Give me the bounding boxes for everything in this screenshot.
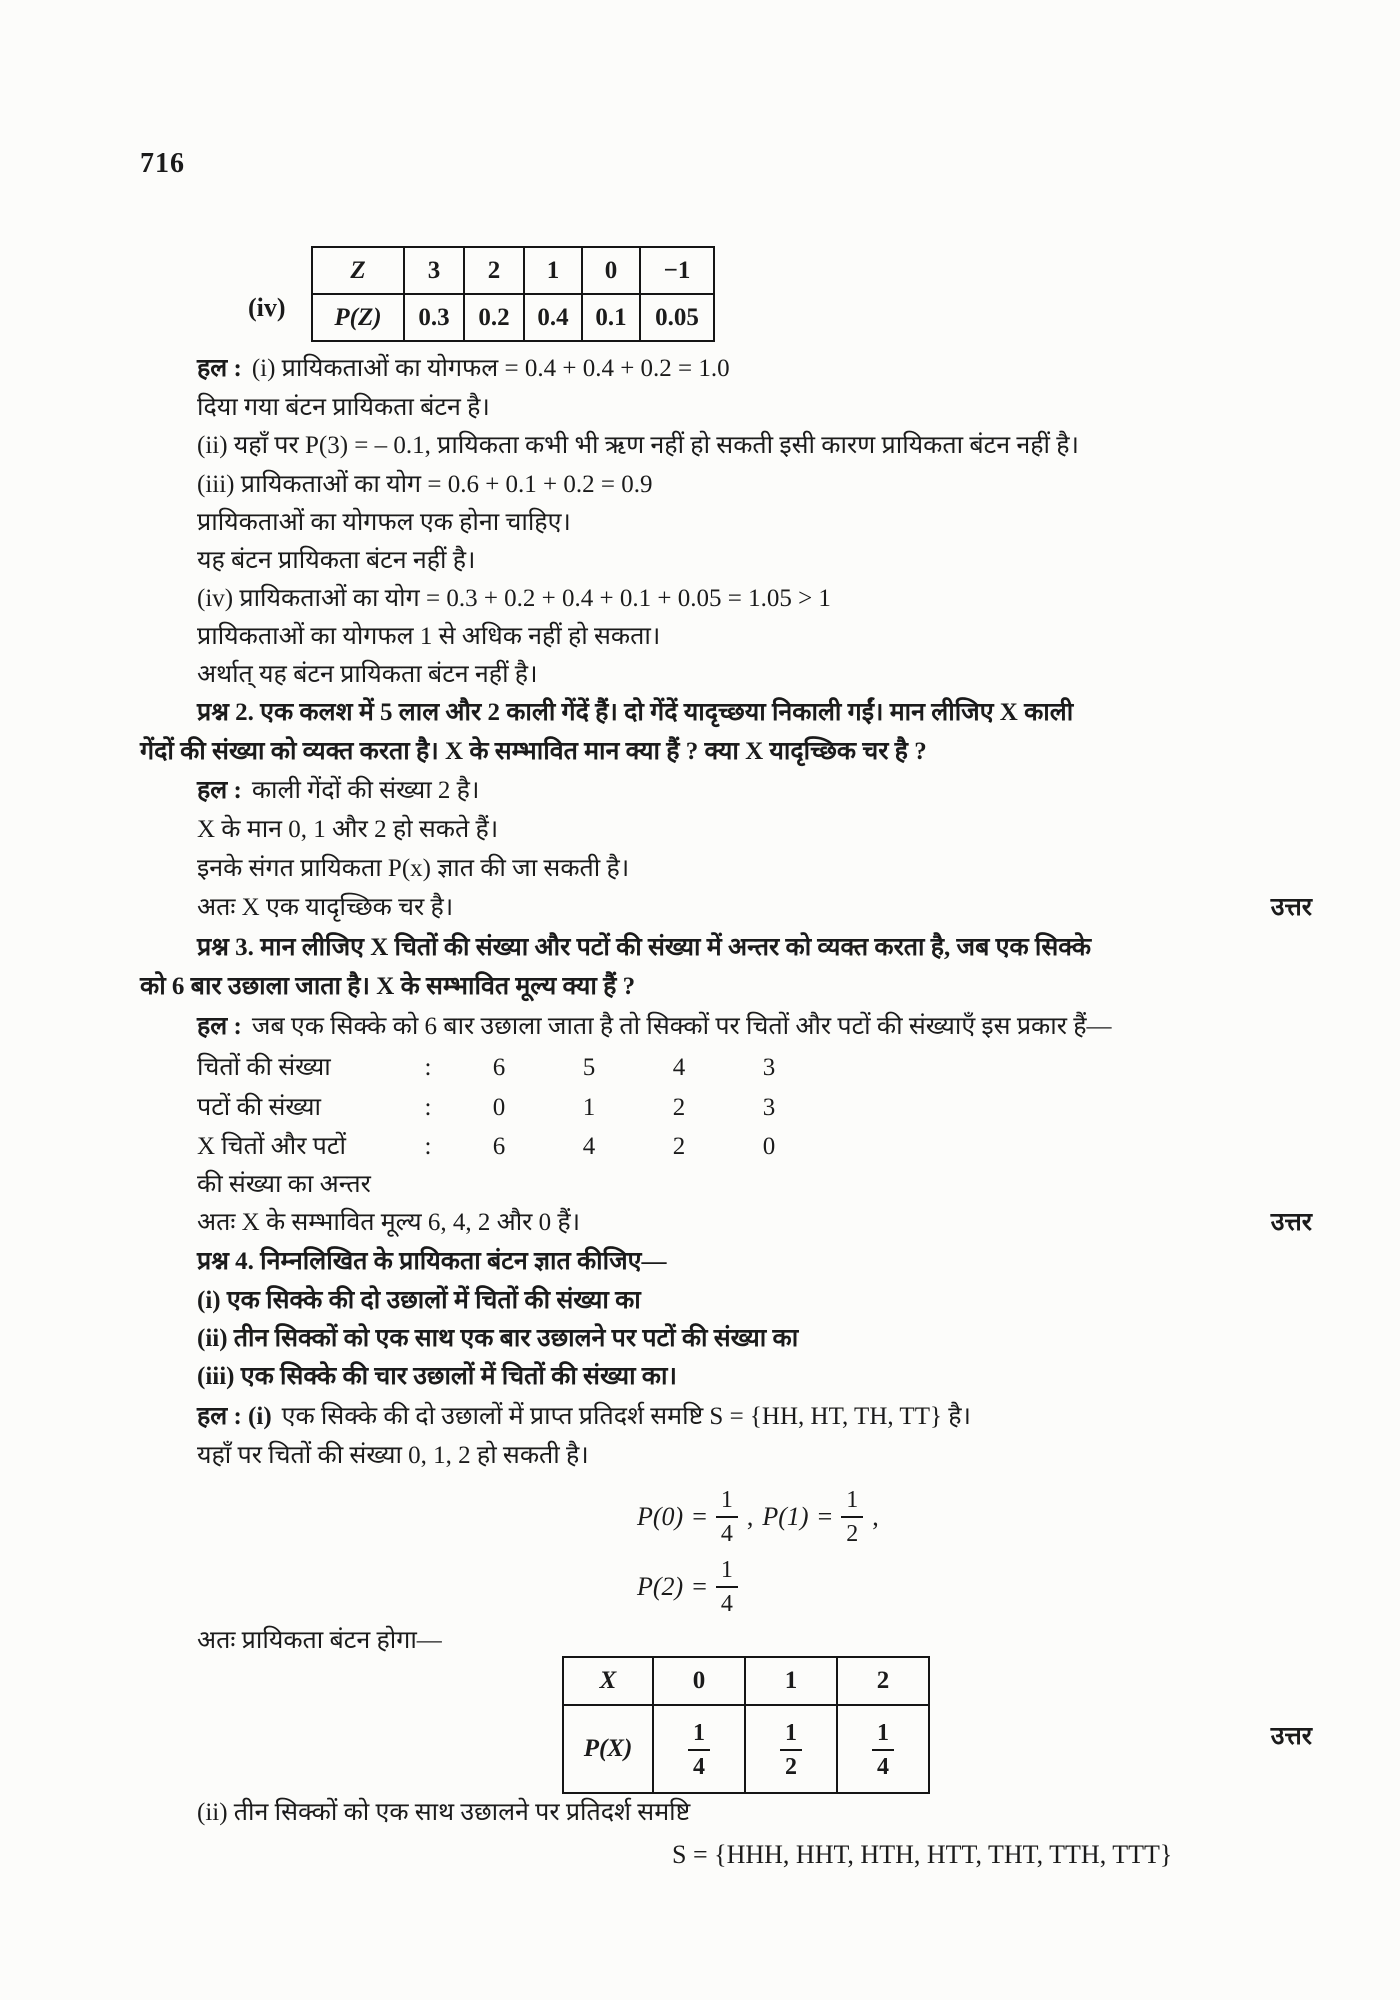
row-value: 1 — [582, 1094, 596, 1121]
row-value: 3 — [762, 1054, 776, 1081]
question-4-line: प्रश्न 4. निम्नलिखित के प्रायिकता बंटन ज्ञात कीजिए— — [197, 1248, 667, 1275]
row-value: 6 — [492, 1133, 506, 1160]
table-cell: 0 — [653, 1657, 745, 1705]
equals-sign: = — [692, 1502, 707, 1531]
table-cell: −1 — [640, 247, 714, 294]
solution-line: (iv) प्रायिकताओं का योग = 0.3 + 0.2 + 0.4 + 0.1 + 0.05 = 1.05 > 1 — [197, 585, 831, 612]
comma: , — [872, 1502, 879, 1531]
count-row-heads — [197, 1051, 814, 1084]
table-cell: 2 — [464, 247, 524, 294]
table-cell: 0 — [582, 247, 640, 294]
solution-line — [197, 352, 730, 385]
question-4-item: (i) एक सिक्के की दो उछालों में चितों की संख्या का — [197, 1287, 641, 1314]
table-cell: 1 — [524, 247, 582, 294]
answer-label: उत्तर — [1270, 1723, 1312, 1750]
solution-line: अर्थात् यह बंटन प्रायिकता बंटन नहीं है। — [197, 661, 538, 688]
equals-sign: = — [692, 1572, 707, 1601]
question-4-item: (ii) तीन सिक्कों को एक साथ एक बार उछालने पर पटों की संख्या का — [197, 1325, 799, 1352]
solution-line: (iii) प्रायिकताओं का योग = 0.6 + 0.1 + 0.2 = 0.9 — [197, 471, 653, 498]
fraction-numerator: 1 — [688, 1721, 710, 1751]
solution-line: अतः प्रायिकता बंटन होगा— — [197, 1627, 442, 1654]
solution-line — [197, 1010, 1111, 1043]
fraction-numerator: 1 — [841, 1488, 863, 1518]
z-distribution-table — [311, 246, 715, 342]
row-label-continuation: की संख्या का अन्तर — [197, 1171, 371, 1198]
probability-equation-2 — [637, 1558, 738, 1616]
answer-label: उत्तर — [1270, 1209, 1312, 1236]
fraction — [716, 1558, 738, 1616]
solution-line: X के मान 0, 1 और 2 हो सकते हैं। — [197, 816, 499, 843]
solution-text: काली गेंदों की संख्या 2 है। — [251, 777, 480, 804]
sample-space-line: S = {HHH, HHT, HTH, HTT, THT, TTH, TTT} — [672, 1840, 1173, 1869]
equation-term: P(0) — [637, 1502, 684, 1531]
table-cell: P(X) — [563, 1705, 653, 1793]
equation-term: P(2) — [637, 1572, 684, 1601]
solution-text: अतः X के सम्भावित मूल्य 6, 4, 2 और 0 हैं। — [197, 1209, 581, 1236]
question-2-line: गेंदों की संख्या को व्यक्त करता है। X के सम्भावित मान क्या हैं ? क्या X यादृच्छिक चर है ? — [140, 738, 927, 765]
solution-prefix: हल : (i) — [197, 1403, 272, 1430]
question-4-item: (iii) एक सिक्के की चार उछालों में चितों की संख्या का। — [197, 1363, 677, 1390]
solution-prefix: हल : — [197, 777, 242, 804]
fraction-denominator: 4 — [720, 1521, 733, 1547]
row-value: 3 — [762, 1094, 776, 1121]
question-3-line: को 6 बार उछाला जाता है। X के सम्भावित मूल्य क्या हैं ? — [140, 973, 636, 1000]
solution-line: (ii) यहाँ पर P(3) = – 0.1, प्रायिकता कभी भी ऋण नहीं हो सकती इसी कारण प्रायिकता बंटन नहीं है। — [197, 432, 1079, 459]
solution-line — [197, 774, 479, 807]
solution-line: प्रायिकताओं का योगफल 1 से अधिक नहीं हो सकता। — [197, 623, 661, 650]
probability-equation-1 — [637, 1488, 879, 1546]
solution-text: एक सिक्के की दो उछालों में प्राप्त प्रतिदर्श समष्टि S = {HH, HT, TH, TT} है। — [281, 1403, 971, 1430]
question-2-line: प्रश्न 2. एक कलश में 5 लाल और 2 काली गेंदें हैं। दो गेंदें यादृच्छया निकाली गईं। मान लीजिए X काली — [197, 699, 1074, 726]
row-value: 4 — [582, 1133, 596, 1160]
row-colon: : — [424, 1054, 432, 1081]
row-label: पटों की संख्या — [197, 1094, 321, 1121]
question-3-line: प्रश्न 3. मान लीजिए X चितों की संख्या और पटों की संख्या में अन्तर को व्यक्त करता है, जब एक सिक्के — [197, 934, 1092, 961]
fraction-denominator: 2 — [846, 1521, 859, 1547]
solution-text: (i) प्रायिकताओं का योगफल = 0.4 + 0.4 + 0.2 = 1.0 — [251, 355, 730, 382]
solution-prefix: हल : — [197, 355, 242, 382]
row-value: 0 — [762, 1133, 776, 1160]
answer-label: उत्तर — [1270, 894, 1312, 921]
comma: , — [746, 1502, 754, 1531]
equals-sign: = — [817, 1502, 833, 1531]
solution-line: दिया गया बंटन प्रायिकता बंटन है। — [197, 394, 490, 421]
fraction-denominator: 4 — [720, 1591, 733, 1617]
row-value: 0 — [492, 1094, 506, 1121]
table-cell: Z — [312, 247, 404, 294]
fraction — [841, 1488, 863, 1546]
table-cell: 0.3 — [404, 294, 464, 341]
solution-line — [197, 1400, 971, 1433]
row-label: चितों की संख्या — [197, 1054, 331, 1081]
fraction-denominator: 4 — [877, 1754, 889, 1780]
solution-prefix: हल : — [197, 1013, 242, 1040]
solution-line — [197, 1206, 1312, 1239]
row-colon: : — [424, 1133, 432, 1160]
table-cell: X — [563, 1657, 653, 1705]
solution-text: जब एक सिक्के को 6 बार उछाला जाता है तो सिक्कों पर चितों और पटों की संख्याएँ इस प्रकार हैं— — [251, 1013, 1112, 1040]
table-cell: 2 — [837, 1657, 929, 1705]
row-value: 2 — [672, 1133, 686, 1160]
fraction-numerator: 1 — [780, 1721, 802, 1751]
row-value: 2 — [672, 1094, 686, 1121]
solution-line: इनके संगत प्रायिकता P(x) ज्ञात की जा सकती है। — [197, 855, 630, 882]
equation-term: P(1) — [762, 1502, 809, 1531]
row-value: 6 — [492, 1054, 506, 1081]
fraction-numerator: 1 — [716, 1488, 738, 1518]
table-row — [312, 294, 714, 341]
fraction — [716, 1488, 738, 1546]
solution-line — [197, 891, 1312, 924]
solution-line: यह बंटन प्रायिकता बंटन नहीं है। — [197, 547, 476, 574]
table-cell: 0.1 — [582, 294, 640, 341]
table-cell: 1 — [745, 1657, 837, 1705]
table-cell: 0.4 — [524, 294, 582, 341]
table-cell: 0.2 — [464, 294, 524, 341]
count-row-tails — [197, 1091, 814, 1124]
count-row-difference — [197, 1130, 814, 1163]
fraction-numerator: 1 — [716, 1558, 738, 1588]
table-row — [312, 247, 714, 294]
row-value: 4 — [672, 1054, 686, 1081]
solution-line: प्रायिकताओं का योगफल एक होना चाहिए। — [197, 509, 571, 536]
fraction-numerator: 1 — [872, 1721, 894, 1751]
table-cell: 3 — [404, 247, 464, 294]
solution-text: अतः X एक यादृच्छिक चर है। — [197, 894, 454, 921]
page-number: 716 — [140, 148, 185, 179]
row-colon: : — [424, 1094, 432, 1121]
table-cell: P(Z) — [312, 294, 404, 341]
part-iv-label: (iv) — [248, 293, 286, 322]
row-label: X चितों और पटों — [197, 1133, 346, 1160]
table-cell: 0.05 — [640, 294, 714, 341]
solution-line: यहाँ पर चितों की संख्या 0, 1, 2 हो सकती है। — [197, 1442, 589, 1469]
solution-line: (ii) तीन सिक्कों को एक साथ उछालने पर प्रतिदर्श समष्टि — [197, 1799, 691, 1826]
fraction-denominator: 4 — [693, 1754, 705, 1780]
table-row — [563, 1657, 929, 1705]
fraction-denominator: 2 — [785, 1754, 797, 1780]
row-value: 5 — [582, 1054, 596, 1081]
